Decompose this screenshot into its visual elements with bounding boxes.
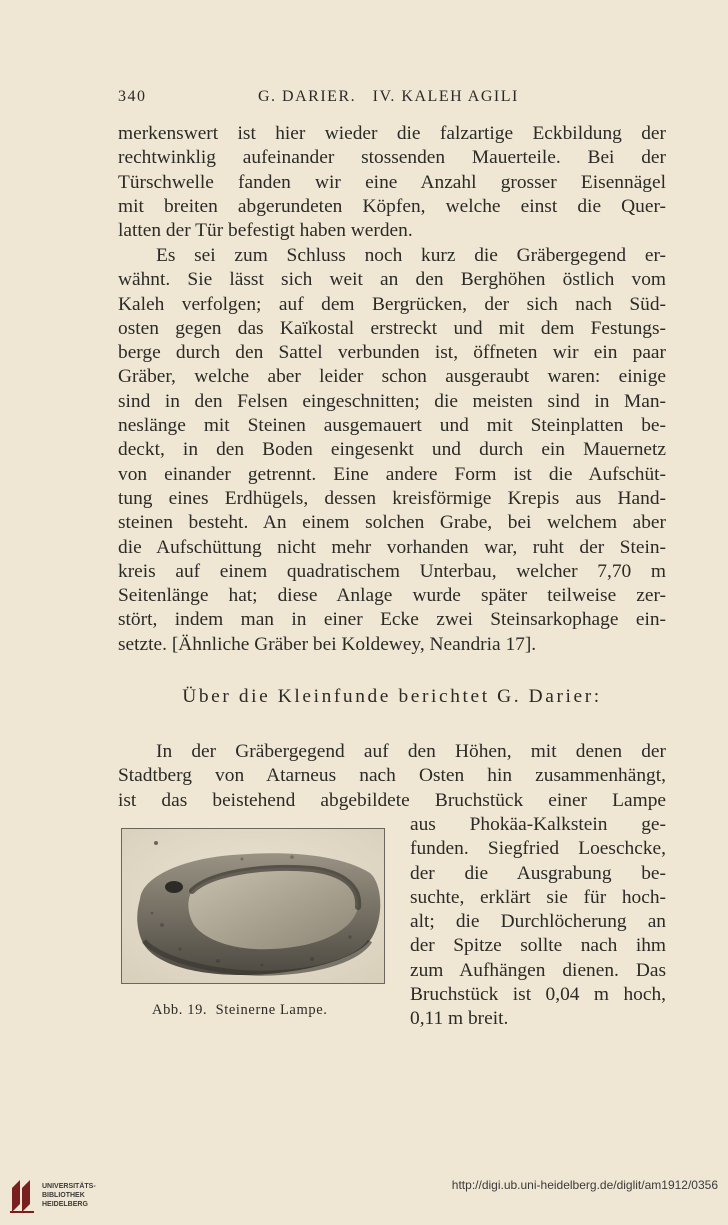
text-line: wähnt. Sie lässt sich weit an den Berghöhen östlich vom (118, 269, 666, 291)
text-line: funden. Siegfried Loeschcke, (410, 838, 666, 860)
text-line: mit breiten abgerundeten Köpfen, welche einst die Quer- (118, 195, 666, 217)
library-logo-text (42, 1182, 96, 1209)
text-line: In der Gräbergegend auf den Höhen, mit denen der (156, 741, 666, 762)
text-line: latten der Tür befestigt haben werden. (118, 220, 413, 242)
text-line: 0,11 m breit. (410, 1008, 509, 1030)
text-line: Gräber, welche aber leider schon ausgeraubt waren: einige (118, 366, 666, 388)
logo-line: BIBLIOTHEK (42, 1192, 85, 1199)
section-heading: Über die Kleinfunde berichtet G. Darier: (182, 686, 602, 707)
library-logo-icon (8, 1178, 38, 1214)
running-title: G. DARIER. IV. KALEH AGILI (258, 88, 519, 105)
paragraph-1 (118, 122, 666, 243)
text-line: ist das beistehend abgebildete Bruchstück einer Lampe (118, 789, 666, 811)
text-line: Türschwelle fanden wir eine Anzahl grosser Eisennägel (118, 171, 666, 193)
text-line: osten gegen das Kaïkostal erstreckt und mit dem Festungs- (118, 317, 666, 339)
text-line: rechtwinklig aufeinander stossenden Mauerteile. Bei der (118, 147, 666, 169)
text-line: Bruchstück ist 0,04 m hoch, (410, 984, 666, 1006)
text-line: berge durch den Sattel verbunden ist, öffneten wir ein paar (118, 342, 666, 364)
logo-line: UNIVERSITÄTS- (42, 1183, 96, 1190)
text-line: von einander getrennt. Eine andere Form ist die Aufschüt- (118, 463, 666, 485)
text-line: Kaleh verfolgen; auf dem Bergrücken, der sich nach Süd- (118, 293, 666, 315)
text-line: stört, indem man in einer Ecke zwei Steinsarkophage ein- (118, 609, 666, 631)
text-line: Seitenlänge hat; diese Anlage wurde später teilweise zer- (118, 585, 666, 607)
page-number: 340 (118, 88, 147, 105)
stone-lamp-illustration (122, 829, 384, 983)
suspension-hole (165, 881, 183, 893)
library-logo (6, 1176, 126, 1218)
page-header (118, 88, 666, 112)
text-line: kreis auf einem quadratischem Unterbau, welcher 7,70 m (118, 560, 666, 582)
text-line: sind in den Felsen eingeschnitten; die meisten sind in Man- (118, 390, 666, 412)
text-line: neslänge mit Steinen ausgemauert und mit Steinplatten be- (118, 415, 666, 437)
paragraph-2 (118, 244, 666, 657)
text-line: merkenswert ist hier wieder die falzartige Eckbildung der (118, 123, 666, 144)
text-line: aus Phokäa-Kalkstein ge- (410, 814, 666, 835)
text-line: der Spitze sollte nach ihm (410, 935, 666, 957)
text-line: alt; die Durchlöcherung an (410, 911, 666, 933)
text-line: steinen besteht. An einem solchen Grabe, bei welchem aber (118, 512, 666, 534)
text-line: setzte. [Ähnliche Gräber bei Koldewey, Neandria 17]. (118, 633, 537, 655)
figure-caption: Abb. 19. Steinerne Lampe. (152, 1002, 328, 1018)
text-line: Es sei zum Schluss noch kurz die Gräbergegend er- (156, 245, 666, 266)
paragraph-3-continued (410, 813, 666, 1032)
text-line: die Aufschüttung nicht mehr vorhanden war, ruht der Stein- (118, 536, 666, 558)
text-line: suchte, erklärt sie für hoch- (410, 886, 666, 908)
text-line: der die Ausgrabung be- (410, 862, 666, 884)
text-line: zum Aufhängen dienen. Das (410, 959, 666, 981)
text-line: deckt, in den Boden eingesenkt und durch ein Mauernetz (118, 439, 666, 461)
text-line: tung eines Erdhügels, dessen kreisförmige Krepis aus Hand- (118, 487, 666, 509)
paragraph-3 (118, 740, 666, 813)
source-url-link[interactable]: http://digi.ub.uni-heidelberg.de/diglit/am1912/0356 (451, 1178, 718, 1192)
stone-lamp-figure (121, 828, 385, 984)
text-line: Stadtberg von Atarneus nach Osten hin zusammenhängt, (118, 765, 666, 787)
logo-line: HEIDELBERG (42, 1201, 88, 1208)
